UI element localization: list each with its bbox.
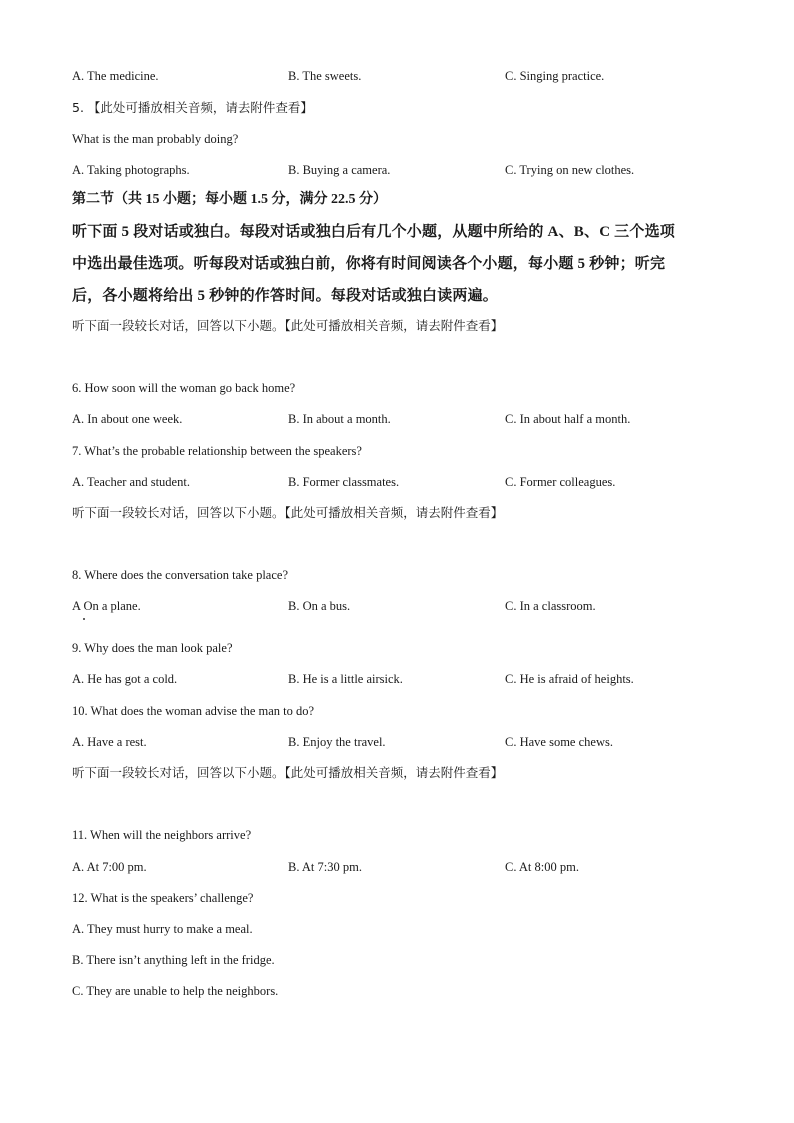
q12-option-b: B. There isn’t anything left in the fridge. (72, 953, 275, 967)
q8-question: 8. Where does the conversation take place? (72, 568, 288, 582)
q5-audio-note: 5. 【此处可播放相关音频，请去附件查看】 (72, 100, 313, 115)
q4-option-c: C. Singing practice. (505, 69, 605, 83)
q9-option-c: C. He is afraid of heights. (505, 672, 634, 686)
q11-option-c: C. At 8:00 pm. (505, 860, 579, 874)
q7-option-a: A. Teacher and student. (72, 475, 190, 489)
q12-question: 12. What is the speakers’ challenge? (72, 891, 254, 905)
q12-option-a: A. They must hurry to make a meal. (72, 922, 253, 936)
q8-option-c: C. In a classroom. (505, 599, 596, 613)
q5-option-b: B. Buying a camera. (288, 163, 391, 177)
q11-question: 11. When will the neighbors arrive? (72, 828, 252, 842)
dialog-note-1: 听下面一段较长对话，回答以下小题。【此处可播放相关音频，请去附件查看】 (72, 318, 504, 333)
section2-instruction-1: 听下面 5 段对话或独白。每段对话或独白后有几个小题，从题中所给的 A、B、C 三个选项 (72, 224, 675, 240)
q7-option-b: B. Former classmates. (288, 475, 400, 489)
q9-option-a: A. He has got a cold. (72, 672, 178, 686)
q10-option-a: A. Have a rest. (72, 735, 147, 749)
q10-question: 10. What does the woman advise the man to do? (72, 704, 315, 718)
q9-option-b: B. He is a little airsick. (288, 672, 403, 686)
q6-question: 6. How soon will the woman go back home? (72, 381, 296, 395)
q11-option-b: B. At 7:30 pm. (288, 860, 362, 874)
section2-instruction-2: 中选出最佳选项。听每段对话或独白前，你将有时间阅读各个小题，每小题 5 秒钟；听完 (72, 256, 666, 272)
q9-question: 9. Why does the man look pale? (72, 641, 233, 655)
q7-question: 7. What’s the probable relationship between the speakers? (72, 444, 362, 458)
dialog-note-3: 听下面一段较长对话，回答以下小题。【此处可播放相关音频，请去附件查看】 (72, 765, 504, 780)
q5-option-c: C. Trying on new clothes. (505, 163, 635, 177)
q6-option-b: B. In about a month. (288, 412, 391, 426)
q4-option-a: A. The medicine. (72, 69, 159, 83)
q11-option-a: A. At 7:00 pm. (72, 860, 147, 874)
q10-option-b: B. Enjoy the travel. (288, 735, 386, 749)
q8-option-a: A On a plane. (72, 599, 141, 613)
q12-option-c: C. They are unable to help the neighbors. (72, 984, 279, 998)
q6-option-a: A. In about one week. (72, 412, 183, 426)
stray-dot (83, 618, 85, 620)
q7-option-c: C. Former colleagues. (505, 475, 616, 489)
q8-option-b: B. On a bus. (288, 599, 351, 613)
section2-instruction-3: 后，各小题将给出 5 秒钟的作答时间。每段对话或独白读两遍。 (72, 288, 499, 304)
q10-option-c: C. Have some chews. (505, 735, 613, 749)
dialog-note-2: 听下面一段较长对话，回答以下小题。【此处可播放相关音频，请去附件查看】 (72, 505, 504, 520)
q5-option-a: A. Taking photographs. (72, 163, 190, 177)
q5-question: What is the man probably doing? (72, 132, 239, 146)
q6-option-c: C. In about half a month. (505, 412, 631, 426)
q4-option-b: B. The sweets. (288, 69, 362, 83)
section2-heading: 第二节（共 15 小题；每小题 1.5 分，满分 22.5 分） (72, 192, 387, 207)
